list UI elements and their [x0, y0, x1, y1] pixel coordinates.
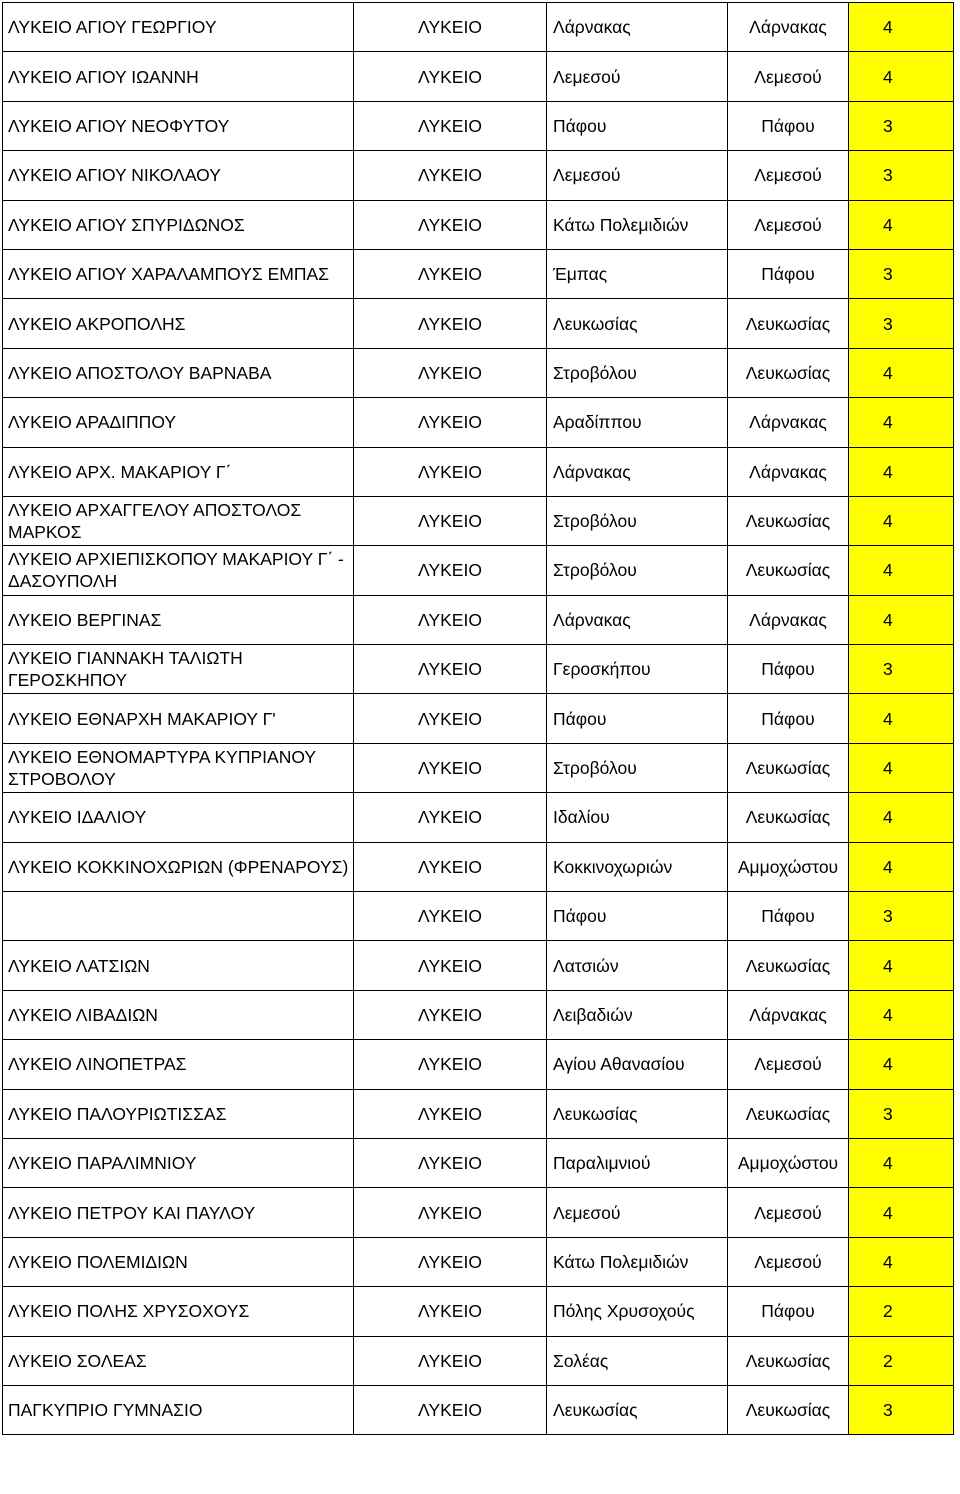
school-type-cell: ΛΥΚΕΙΟ: [354, 1385, 547, 1434]
value-cell: 3: [849, 645, 954, 694]
school-type-cell: ΛΥΚΕΙΟ: [354, 694, 547, 743]
school-name-cell: ΛΥΚΕΙΟ ΚΟΚΚΙΝΟΧΩΡΙΩΝ (ΦΡΕΝΑΡΟΥΣ): [3, 842, 354, 891]
value-cell: 4: [849, 743, 954, 792]
value-cell: 3: [849, 892, 954, 941]
school-type-cell: ΛΥΚΕΙΟ: [354, 1040, 547, 1089]
school-type-cell: ΛΥΚΕΙΟ: [354, 892, 547, 941]
area-cell: Λατσιών: [547, 941, 728, 990]
school-type-cell: ΛΥΚΕΙΟ: [354, 299, 547, 348]
table-row: [3, 1336, 954, 1385]
school-name-cell: ΛΥΚΕΙΟ ΠΑΛΟΥΡΙΩΤΙΣΣΑΣ: [3, 1089, 354, 1138]
table-row: [3, 348, 954, 397]
school-type-cell: ΛΥΚΕΙΟ: [354, 1138, 547, 1187]
area-cell: Αραδίππου: [547, 398, 728, 447]
value-cell: 4: [849, 3, 954, 52]
school-type-cell: ΛΥΚΕΙΟ: [354, 645, 547, 694]
district-cell: Λάρνακας: [728, 595, 849, 644]
value-cell: 4: [849, 1040, 954, 1089]
area-cell: Πόλης Χρυσοχούς: [547, 1287, 728, 1336]
table-row: [3, 1040, 954, 1089]
school-name-cell: ΛΥΚΕΙΟ ΠΟΛΕΜΙΔΙΩΝ: [3, 1237, 354, 1286]
area-cell: Αγίου Αθανασίου: [547, 1040, 728, 1089]
value-cell: 4: [849, 348, 954, 397]
value-cell: 4: [849, 200, 954, 249]
table-row: [3, 200, 954, 249]
value-cell: 3: [849, 1385, 954, 1434]
district-cell: Λευκωσίας: [728, 546, 849, 595]
area-cell: Έμπας: [547, 249, 728, 298]
school-type-cell: ΛΥΚΕΙΟ: [354, 348, 547, 397]
area-cell: Στροβόλου: [547, 348, 728, 397]
school-type-cell: ΛΥΚΕΙΟ: [354, 200, 547, 249]
school-type-cell: ΛΥΚΕΙΟ: [354, 990, 547, 1039]
area-cell: Λάρνακας: [547, 595, 728, 644]
area-cell: Στροβόλου: [547, 546, 728, 595]
table-row: [3, 496, 954, 545]
school-name-cell: ΛΥΚΕΙΟ ΠΟΛΗΣ ΧΡΥΣΟΧΟΥΣ: [3, 1287, 354, 1336]
school-type-cell: ΛΥΚΕΙΟ: [354, 101, 547, 150]
school-type-cell: ΛΥΚΕΙΟ: [354, 546, 547, 595]
school-name-cell: ΛΥΚΕΙΟ ΑΓΙΟΥ ΣΠΥΡΙΔΩΝΟΣ: [3, 200, 354, 249]
area-cell: Πάφου: [547, 694, 728, 743]
area-cell: Κοκκινοχωριών: [547, 842, 728, 891]
district-cell: Λευκωσίας: [728, 299, 849, 348]
school-type-cell: ΛΥΚΕΙΟ: [354, 595, 547, 644]
school-name-cell: ΛΥΚΕΙΟ ΑΓΙΟΥ ΝΙΚΟΛΑΟΥ: [3, 151, 354, 200]
value-cell: 4: [849, 941, 954, 990]
value-cell: 4: [849, 990, 954, 1039]
school-name-cell: ΛΥΚΕΙΟ ΠΕΤΡΟΥ ΚΑΙ ΠΑΥΛΟΥ: [3, 1188, 354, 1237]
value-cell: 2: [849, 1336, 954, 1385]
school-type-cell: ΛΥΚΕΙΟ: [354, 1089, 547, 1138]
school-type-cell: ΛΥΚΕΙΟ: [354, 1237, 547, 1286]
area-cell: Κάτω Πολεμιδιών: [547, 1237, 728, 1286]
area-cell: Γεροσκήπου: [547, 645, 728, 694]
area-cell: Λάρνακας: [547, 3, 728, 52]
school-name-cell: ΛΥΚΕΙΟ ΠΑΡΑΛΙΜΝΙΟΥ: [3, 1138, 354, 1187]
table-row: [3, 546, 954, 595]
table-row: [3, 1089, 954, 1138]
table-row: [3, 299, 954, 348]
value-cell: 2: [849, 1287, 954, 1336]
school-name-cell: ΛΥΚΕΙΟ ΑΡΧΙΕΠΙΣΚΟΠΟΥ ΜΑΚΑΡΙΟΥ Γ΄ - ΔΑΣΟΥΠΟΛΗ: [3, 546, 354, 595]
district-cell: Αμμοχώστου: [728, 842, 849, 891]
table-row: [3, 990, 954, 1039]
district-cell: Πάφου: [728, 1287, 849, 1336]
table-row: [3, 1237, 954, 1286]
table-row: [3, 1287, 954, 1336]
schools-table-body: [3, 3, 954, 1435]
district-cell: Λευκωσίας: [728, 496, 849, 545]
table-row: [3, 101, 954, 150]
value-cell: 4: [849, 496, 954, 545]
table-row: [3, 595, 954, 644]
area-cell: Λευκωσίας: [547, 1089, 728, 1138]
school-name-cell: ΛΥΚΕΙΟ ΑΓΙΟΥ ΝΕΟΦΥΤΟΥ: [3, 101, 354, 150]
table-row: [3, 941, 954, 990]
district-cell: Πάφου: [728, 645, 849, 694]
school-name-cell: ΛΥΚΕΙΟ ΑΡΧΑΓΓΕΛΟΥ ΑΠΟΣΤΟΛΟΣ ΜΑΡΚΟΣ: [3, 496, 354, 545]
table-row: [3, 398, 954, 447]
school-name-cell: ΛΥΚΕΙΟ ΑΓΙΟΥ ΧΑΡΑΛΑΜΠΟΥΣ ΕΜΠΑΣ: [3, 249, 354, 298]
table-row: [3, 249, 954, 298]
table-row: [3, 447, 954, 496]
value-cell: 3: [849, 249, 954, 298]
value-cell: 4: [849, 546, 954, 595]
value-cell: 4: [849, 398, 954, 447]
district-cell: Λευκωσίας: [728, 941, 849, 990]
district-cell: Λευκωσίας: [728, 1385, 849, 1434]
school-name-cell: ΛΥΚΕΙΟ ΣΟΛΕΑΣ: [3, 1336, 354, 1385]
table-row: [3, 645, 954, 694]
district-cell: Λάρνακας: [728, 398, 849, 447]
school-name-cell: ΛΥΚΕΙΟ ΒΕΡΓΙΝΑΣ: [3, 595, 354, 644]
school-type-cell: ΛΥΚΕΙΟ: [354, 52, 547, 101]
school-name-cell: ΛΥΚΕΙΟ ΑΓΙΟΥ ΙΩΑΝΝΗ: [3, 52, 354, 101]
school-name-cell: ΛΥΚΕΙΟ ΑΡΑΔΙΠΠΟΥ: [3, 398, 354, 447]
area-cell: Κάτω Πολεμιδιών: [547, 200, 728, 249]
school-name-cell: ΛΥΚΕΙΟ ΙΔΑΛΙΟΥ: [3, 793, 354, 842]
area-cell: Λεμεσού: [547, 1188, 728, 1237]
value-cell: 4: [849, 595, 954, 644]
district-cell: Λευκωσίας: [728, 348, 849, 397]
district-cell: Πάφου: [728, 694, 849, 743]
district-cell: Αμμοχώστου: [728, 1138, 849, 1187]
table-row: [3, 1188, 954, 1237]
value-cell: 4: [849, 694, 954, 743]
school-name-cell: ΛΥΚΕΙΟ ΑΓΙΟΥ ΓΕΩΡΓΙΟΥ: [3, 3, 354, 52]
school-type-cell: ΛΥΚΕΙΟ: [354, 941, 547, 990]
area-cell: Λάρνακας: [547, 447, 728, 496]
table-row: [3, 793, 954, 842]
school-type-cell: ΛΥΚΕΙΟ: [354, 447, 547, 496]
value-cell: 3: [849, 299, 954, 348]
value-cell: 4: [849, 1188, 954, 1237]
school-type-cell: ΛΥΚΕΙΟ: [354, 743, 547, 792]
district-cell: Πάφου: [728, 892, 849, 941]
school-type-cell: ΛΥΚΕΙΟ: [354, 398, 547, 447]
table-row: [3, 52, 954, 101]
district-cell: Λευκωσίας: [728, 1336, 849, 1385]
area-cell: Λειβαδιών: [547, 990, 728, 1039]
area-cell: Λευκωσίας: [547, 1385, 728, 1434]
district-cell: Λάρνακας: [728, 3, 849, 52]
district-cell: Λευκωσίας: [728, 793, 849, 842]
area-cell: Στροβόλου: [547, 743, 728, 792]
area-cell: Λεμεσού: [547, 52, 728, 101]
school-type-cell: ΛΥΚΕΙΟ: [354, 3, 547, 52]
school-name-cell: ΛΥΚΕΙΟ ΑΠΟΣΤΟΛΟΥ ΒΑΡΝΑΒΑ: [3, 348, 354, 397]
area-cell: Ιδαλίου: [547, 793, 728, 842]
district-cell: Πάφου: [728, 249, 849, 298]
school-name-cell: ΛΥΚΕΙΟ ΓΙΑΝΝΑΚΗ ΤΑΛΙΩΤΗ ΓΕΡΟΣΚΗΠΟΥ: [3, 645, 354, 694]
area-cell: Σολέας: [547, 1336, 728, 1385]
value-cell: 4: [849, 447, 954, 496]
table-row: [3, 842, 954, 891]
area-cell: Στροβόλου: [547, 496, 728, 545]
table-row: [3, 743, 954, 792]
value-cell: 4: [849, 1138, 954, 1187]
school-type-cell: ΛΥΚΕΙΟ: [354, 151, 547, 200]
school-type-cell: ΛΥΚΕΙΟ: [354, 1336, 547, 1385]
school-name-cell: ΛΥΚΕΙΟ ΕΘΝΟΜΑΡΤΥΡΑ ΚΥΠΡΙΑΝΟΥ ΣΤΡΟΒΟΛΟΥ: [3, 743, 354, 792]
school-name-cell: ΛΥΚΕΙΟ ΑΡΧ. ΜΑΚΑΡΙΟΥ Γ΄: [3, 447, 354, 496]
district-cell: Πάφου: [728, 101, 849, 150]
school-type-cell: ΛΥΚΕΙΟ: [354, 1287, 547, 1336]
value-cell: 4: [849, 842, 954, 891]
area-cell: Λεμεσού: [547, 151, 728, 200]
district-cell: Λάρνακας: [728, 990, 849, 1039]
value-cell: 3: [849, 151, 954, 200]
school-type-cell: ΛΥΚΕΙΟ: [354, 793, 547, 842]
district-cell: Λεμεσού: [728, 200, 849, 249]
school-name-cell: ΛΥΚΕΙΟ ΛΙΝΟΠΕΤΡΑΣ: [3, 1040, 354, 1089]
table-row: [3, 151, 954, 200]
school-name-cell: ΛΥΚΕΙΟ ΑΚΡΟΠΟΛΗΣ: [3, 299, 354, 348]
district-cell: Λεμεσού: [728, 1237, 849, 1286]
table-row: [3, 1385, 954, 1434]
school-type-cell: ΛΥΚΕΙΟ: [354, 496, 547, 545]
school-type-cell: ΛΥΚΕΙΟ: [354, 842, 547, 891]
district-cell: Λευκωσίας: [728, 1089, 849, 1138]
table-row: [3, 3, 954, 52]
district-cell: Λεμεσού: [728, 52, 849, 101]
district-cell: Λάρνακας: [728, 447, 849, 496]
value-cell: 3: [849, 1089, 954, 1138]
school-name-cell: [3, 892, 354, 941]
table-row: [3, 694, 954, 743]
school-type-cell: ΛΥΚΕΙΟ: [354, 249, 547, 298]
school-name-cell: ΠΑΓΚΥΠΡΙΟ ΓΥΜΝΑΣΙΟ: [3, 1385, 354, 1434]
area-cell: Λευκωσίας: [547, 299, 728, 348]
value-cell: 4: [849, 1237, 954, 1286]
district-cell: Λευκωσίας: [728, 743, 849, 792]
school-name-cell: ΛΥΚΕΙΟ ΕΘΝΑΡΧΗ ΜΑΚΑΡΙΟΥ Γ': [3, 694, 354, 743]
schools-table: [2, 2, 954, 1435]
area-cell: Παραλιμνιού: [547, 1138, 728, 1187]
district-cell: Λεμεσού: [728, 1188, 849, 1237]
area-cell: Πάφου: [547, 101, 728, 150]
value-cell: 3: [849, 101, 954, 150]
school-name-cell: ΛΥΚΕΙΟ ΛΑΤΣΙΩΝ: [3, 941, 354, 990]
value-cell: 4: [849, 793, 954, 842]
value-cell: 4: [849, 52, 954, 101]
table-row: [3, 892, 954, 941]
area-cell: Πάφου: [547, 892, 728, 941]
school-type-cell: ΛΥΚΕΙΟ: [354, 1188, 547, 1237]
school-name-cell: ΛΥΚΕΙΟ ΛΙΒΑΔΙΩΝ: [3, 990, 354, 1039]
table-row: [3, 1138, 954, 1187]
district-cell: Λεμεσού: [728, 1040, 849, 1089]
district-cell: Λεμεσού: [728, 151, 849, 200]
